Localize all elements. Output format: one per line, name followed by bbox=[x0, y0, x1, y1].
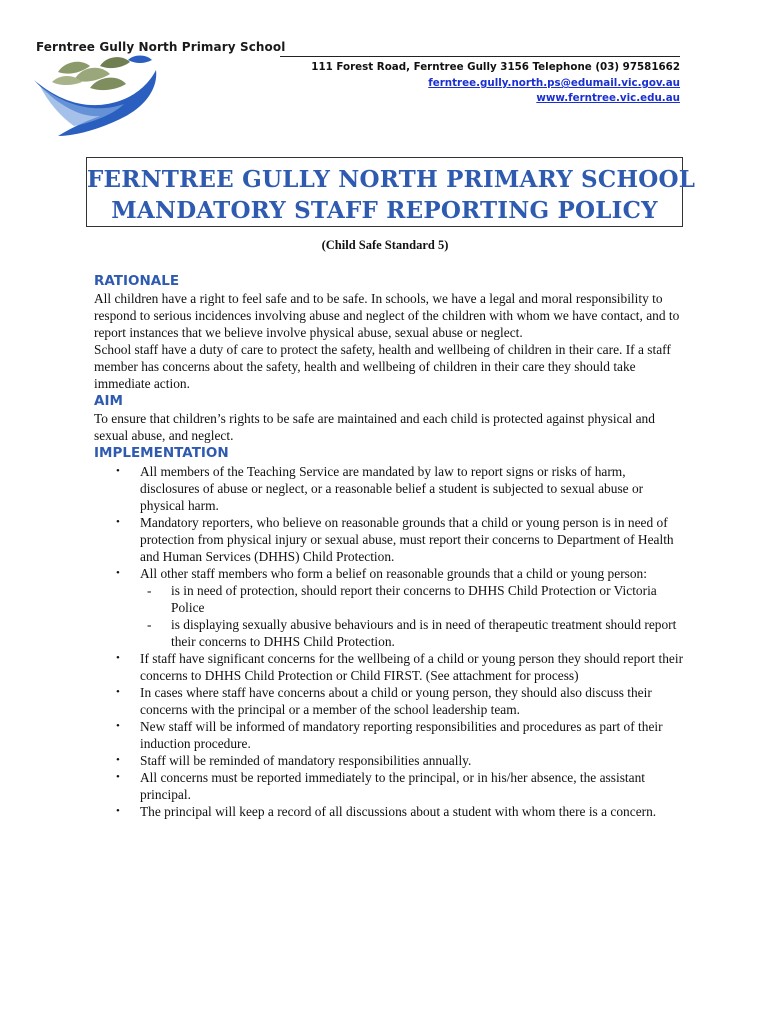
aim-heading: AIM bbox=[94, 393, 123, 409]
subtitle: (Child Safe Standard 5) bbox=[321, 238, 449, 252]
list-item bbox=[116, 752, 684, 769]
list-item-text: All other staff members who form a belief on reasonable grounds that a child or young person: bbox=[140, 566, 647, 581]
sub-list-item-text: is in need of protection, should report their concerns to DHHS Child Protection or Victoria Police bbox=[171, 583, 657, 615]
bullet-icon: • bbox=[116, 771, 120, 783]
list-item bbox=[116, 684, 684, 718]
list-item bbox=[116, 565, 684, 650]
aim-paragraph: To ensure that children’s rights to be safe are maintained and each child is protected against physical and sexual abuse, and neglect. bbox=[94, 411, 655, 443]
bullet-icon: • bbox=[116, 805, 120, 817]
bullet-icon: • bbox=[116, 720, 120, 732]
rationale-heading: RATIONALE bbox=[94, 273, 180, 289]
list-item bbox=[116, 514, 684, 565]
sub-list bbox=[140, 582, 684, 650]
list-item bbox=[116, 463, 684, 514]
dash-icon: - bbox=[147, 583, 152, 598]
bullet-icon: • bbox=[116, 465, 120, 477]
list-item bbox=[116, 718, 684, 752]
bullet-icon: • bbox=[116, 567, 120, 579]
title-box bbox=[86, 157, 696, 227]
list-item-text: The principal will keep a record of all discussions about a student with whom there is a concern. bbox=[140, 804, 657, 819]
list-item-text: Mandatory reporters, who believe on reasonable grounds that a child or young person is in need of protection from physical injury or sexual abuse, must report their concerns to Department of Health and Human Services (DHHS) Child Protection. bbox=[140, 515, 674, 564]
header-rule bbox=[280, 56, 680, 57]
list-item bbox=[116, 803, 684, 820]
school-email-link[interactable]: ferntree.gully.north.ps@edumail.vic.gov.au bbox=[428, 77, 680, 89]
school-website-link[interactable]: www.ferntree.vic.edu.au bbox=[536, 92, 680, 104]
school-address: 111 Forest Road, Ferntree Gully 3156 Telephone (03) 97581662 bbox=[311, 61, 680, 73]
title-line-1: FERNTREE GULLY NORTH PRIMARY SCHOOL bbox=[87, 166, 696, 193]
list-item-text: All members of the Teaching Service are mandated by law to report signs or risks of harm, disclosures of abuse or neglect, or a reasonable belief a student is subjected to sexual abuse or physical harm. bbox=[140, 464, 644, 513]
dash-icon: - bbox=[147, 617, 152, 632]
list-item bbox=[116, 650, 684, 684]
bullet-icon: • bbox=[116, 686, 120, 698]
bullet-icon: • bbox=[116, 516, 120, 528]
rationale-paragraph-1: All children have a right to feel safe and to be safe. In schools, we have a legal and moral responsibility to respond to serious incidences involving abuse and neglect of the children with whom we have contact, and to report instances that we believe involve physical abuse, sexual abuse or neglect. bbox=[94, 291, 680, 340]
list-item-text: In cases where staff have concerns about a child or young person, they should also discuss their concerns with the principal or a member of the school leadership team. bbox=[140, 685, 652, 717]
bullet-icon: • bbox=[116, 652, 120, 664]
sub-list-item bbox=[147, 582, 684, 616]
list-item-text: If staff have significant concerns for the wellbeing of a child or young person they should report their concerns to DHHS Child Protection or Child FIRST. (See attachment for process) bbox=[140, 651, 684, 683]
list-item-text: Staff will be reminded of mandatory responsibilities annually. bbox=[140, 753, 472, 768]
rationale-paragraph-2: School staff have a duty of care to protect the safety, health and wellbeing of children in their care. If a staff member has concerns about the safety, health and wellbeing of children in their care they should take immediate action. bbox=[94, 342, 671, 391]
title-line-2: MANDATORY STAFF REPORTING POLICY bbox=[111, 197, 658, 224]
list-item bbox=[116, 769, 684, 803]
sub-list-item-text: is displaying sexually abusive behaviours and is in need of therapeutic treatment should report their concerns to DHHS Child Protection. bbox=[171, 617, 677, 649]
school-name: Ferntree Gully North Primary School bbox=[36, 40, 286, 54]
list-item-text: New staff will be informed of mandatory reporting responsibilities and procedures as part of their induction procedure. bbox=[140, 719, 663, 751]
sub-list-item bbox=[147, 616, 684, 650]
school-logo-icon bbox=[30, 52, 165, 137]
implementation-heading: IMPLEMENTATION bbox=[94, 445, 229, 461]
policy-content bbox=[94, 272, 684, 820]
list-item-text: All concerns must be reported immediately to the principal, or in his/her absence, the assistant principal. bbox=[140, 770, 645, 802]
implementation-list bbox=[94, 463, 684, 820]
bullet-icon: • bbox=[116, 754, 120, 766]
